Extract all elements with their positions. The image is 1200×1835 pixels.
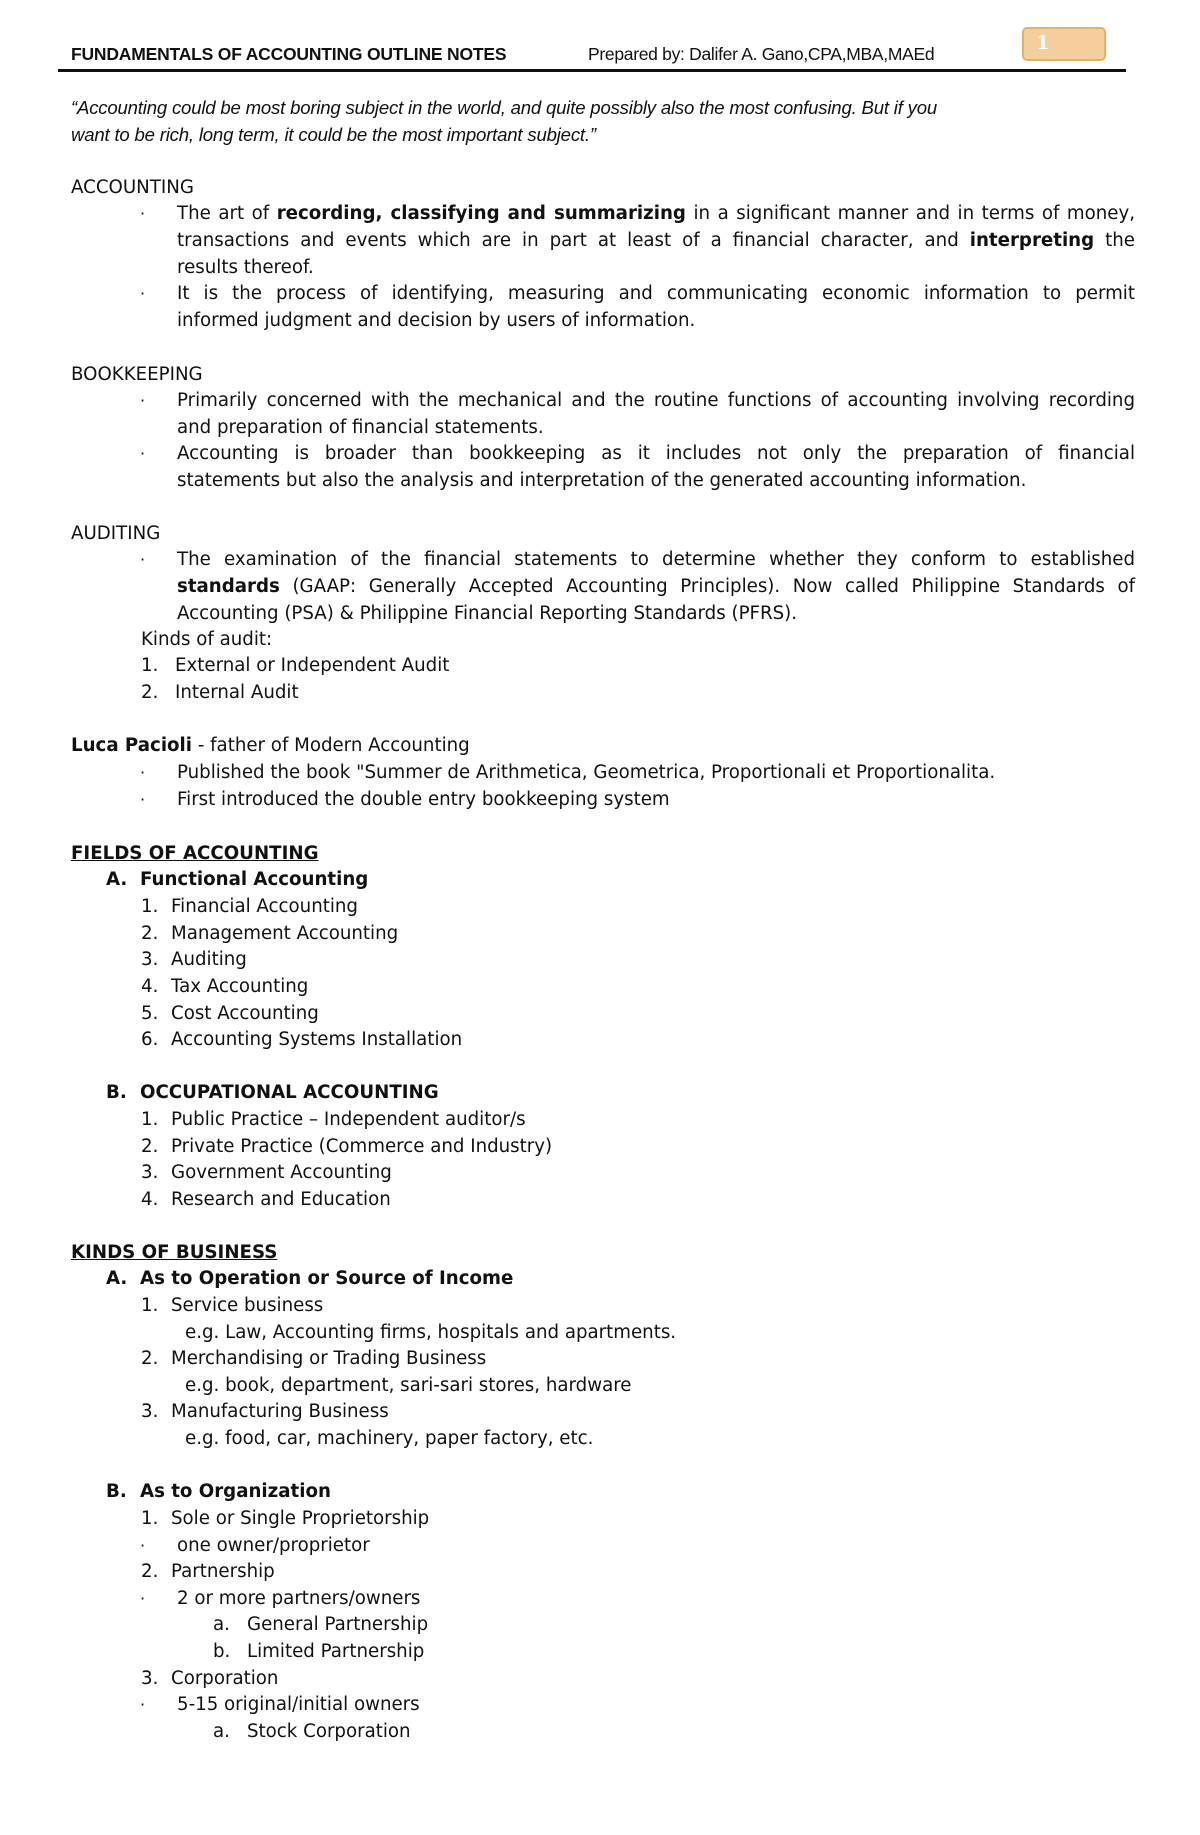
- bookkeeping-line-1: Primarily concerned with the mechanical and the routine functions of accounting involving recording: [177, 390, 1135, 411]
- bullet-marker: ·: [140, 284, 146, 303]
- bullet-marker: ·: [140, 763, 146, 782]
- list-subitem: one owner/proprietor: [177, 1535, 370, 1556]
- list-subitem: Stock Corporation: [247, 1721, 411, 1742]
- list-number: 2.: [141, 1136, 159, 1157]
- list-item: Auditing: [171, 949, 247, 970]
- list-number: 4.: [141, 976, 159, 997]
- list-number: 2.: [141, 923, 159, 944]
- kinds-of-audit-label: Kinds of audit:: [141, 629, 273, 650]
- list-item: Merchandising or Trading Business: [171, 1348, 487, 1369]
- list-item: Internal Audit: [175, 682, 299, 703]
- section-heading-kinds-of-business: KINDS OF BUSINESS: [71, 1242, 278, 1263]
- quote-line-1: “Accounting could be most boring subject in the world, and quite possibly also the most confusing. But if you: [71, 97, 938, 118]
- list-number: 1.: [141, 1508, 159, 1529]
- list-letter: B.: [106, 1082, 127, 1103]
- list-subitem: 5-15 original/initial owners: [177, 1694, 420, 1715]
- list-letter: A.: [106, 1268, 128, 1289]
- list-number: 5.: [141, 1003, 159, 1024]
- organization-title: As to Organization: [140, 1481, 331, 1502]
- section-heading-auditing: AUDITING: [71, 523, 161, 544]
- list-number: 3.: [141, 1162, 159, 1183]
- bookkeeping-line-2: and preparation of financial statements.: [177, 417, 544, 438]
- list-number: 2.: [141, 1348, 159, 1369]
- accounting-def-line-2: transactions and events which are in part at least of a financial character, and interpreting the: [177, 230, 1135, 251]
- list-item: Partnership: [171, 1561, 275, 1582]
- bullet-marker: ·: [140, 204, 146, 223]
- list-letter: a.: [213, 1614, 230, 1635]
- list-number: 4.: [141, 1189, 159, 1210]
- section-heading-bookkeeping: BOOKKEEPING: [71, 364, 203, 385]
- bullet-marker: ·: [140, 1695, 146, 1714]
- list-number: 6.: [141, 1029, 159, 1050]
- list-subitem: General Partnership: [247, 1614, 429, 1635]
- list-number: 1.: [141, 655, 159, 676]
- bullet-marker: ·: [140, 391, 146, 410]
- list-item: Accounting Systems Installation: [171, 1029, 463, 1050]
- list-letter: a.: [213, 1721, 230, 1742]
- list-item: Private Practice (Commerce and Industry): [171, 1136, 553, 1157]
- accounting-def-line-1: The art of recording, classifying and summarizing in a significant manner and in terms of money,: [177, 203, 1135, 224]
- list-item: Tax Accounting: [171, 976, 309, 997]
- list-subitem: 2 or more partners/owners: [177, 1588, 421, 1609]
- accounting-process-line-2: informed judgment and decision by users of information.: [177, 310, 696, 331]
- section-heading-accounting: ACCOUNTING: [71, 177, 194, 198]
- list-number: 3.: [141, 1668, 159, 1689]
- bookkeeping-line-4: statements but also the analysis and interpretation of the generated accounting information.: [177, 470, 1027, 491]
- bullet-marker: ·: [140, 790, 146, 809]
- auditing-line-2: standards (GAAP: Generally Accepted Accounting Principles). Now called Philippine Standards of: [177, 576, 1135, 597]
- list-letter: b.: [213, 1641, 231, 1662]
- list-item: Financial Accounting: [171, 896, 358, 917]
- list-item: Sole or Single Proprietorship: [171, 1508, 430, 1529]
- section-heading-fields: FIELDS OF ACCOUNTING: [71, 843, 319, 864]
- list-item: Cost Accounting: [171, 1003, 319, 1024]
- example-text: e.g. Law, Accounting firms, hospitals and apartments.: [185, 1322, 677, 1343]
- list-letter: B.: [106, 1481, 127, 1502]
- pacioli-double-entry: First introduced the double entry bookkeeping system: [177, 789, 670, 810]
- bullet-marker: ·: [140, 1589, 146, 1608]
- accounting-process-line-1: It is the process of identifying, measuring and communicating economic information to permit: [177, 283, 1135, 304]
- document-title: FUNDAMENTALS OF ACCOUNTING OUTLINE NOTES: [71, 44, 507, 64]
- list-number: 1.: [141, 1295, 159, 1316]
- list-number: 2.: [141, 682, 159, 703]
- example-text: e.g. food, car, machinery, paper factory, etc.: [185, 1428, 594, 1449]
- functional-accounting-title: Functional Accounting: [140, 869, 369, 890]
- list-number: 1.: [141, 1109, 159, 1130]
- auditing-line-1: The examination of the financial statements to determine whether they conform to established: [177, 549, 1135, 570]
- list-item: Corporation: [171, 1668, 279, 1689]
- pacioli-book: Published the book "Summer de Arithmetica, Geometrica, Proportionali et Proportionalita.: [177, 762, 996, 783]
- page-number: 1: [1036, 32, 1050, 54]
- list-item: Government Accounting: [171, 1162, 392, 1183]
- pacioli-heading: Luca Pacioli - father of Modern Accounting: [71, 735, 470, 756]
- bookkeeping-line-3: Accounting is broader than bookkeeping as it includes not only the preparation of financial: [177, 443, 1135, 464]
- list-item: Management Accounting: [171, 923, 399, 944]
- list-item: Manufacturing Business: [171, 1401, 389, 1422]
- operation-income-title: As to Operation or Source of Income: [140, 1268, 514, 1289]
- bullet-marker: ·: [140, 444, 146, 463]
- prepared-by: Prepared by: Dalifer A. Gano,CPA,MBA,MAEd: [588, 44, 935, 64]
- list-subitem: Limited Partnership: [247, 1641, 425, 1662]
- list-number: 3.: [141, 949, 159, 970]
- list-item: Research and Education: [171, 1189, 391, 1210]
- list-letter: A.: [106, 869, 128, 890]
- list-number: 2.: [141, 1561, 159, 1582]
- header-divider: [58, 69, 1126, 72]
- list-number: 1.: [141, 896, 159, 917]
- bullet-marker: ·: [140, 1536, 146, 1555]
- accounting-def-line-3: results thereof.: [177, 257, 314, 278]
- occupational-accounting-title: OCCUPATIONAL ACCOUNTING: [140, 1082, 439, 1103]
- list-item: Service business: [171, 1295, 324, 1316]
- bullet-marker: ·: [140, 550, 146, 569]
- quote-line-2: want to be rich, long term, it could be the most important subject.”: [71, 124, 596, 145]
- page-number-badge: [1022, 27, 1106, 61]
- list-item: External or Independent Audit: [175, 655, 450, 676]
- auditing-line-3: Accounting (PSA) & Philippine Financial Reporting Standards (PFRS).: [177, 603, 798, 624]
- list-item: Public Practice – Independent auditor/s: [171, 1109, 526, 1130]
- example-text: e.g. book, department, sari-sari stores, hardware: [185, 1375, 632, 1396]
- list-number: 3.: [141, 1401, 159, 1422]
